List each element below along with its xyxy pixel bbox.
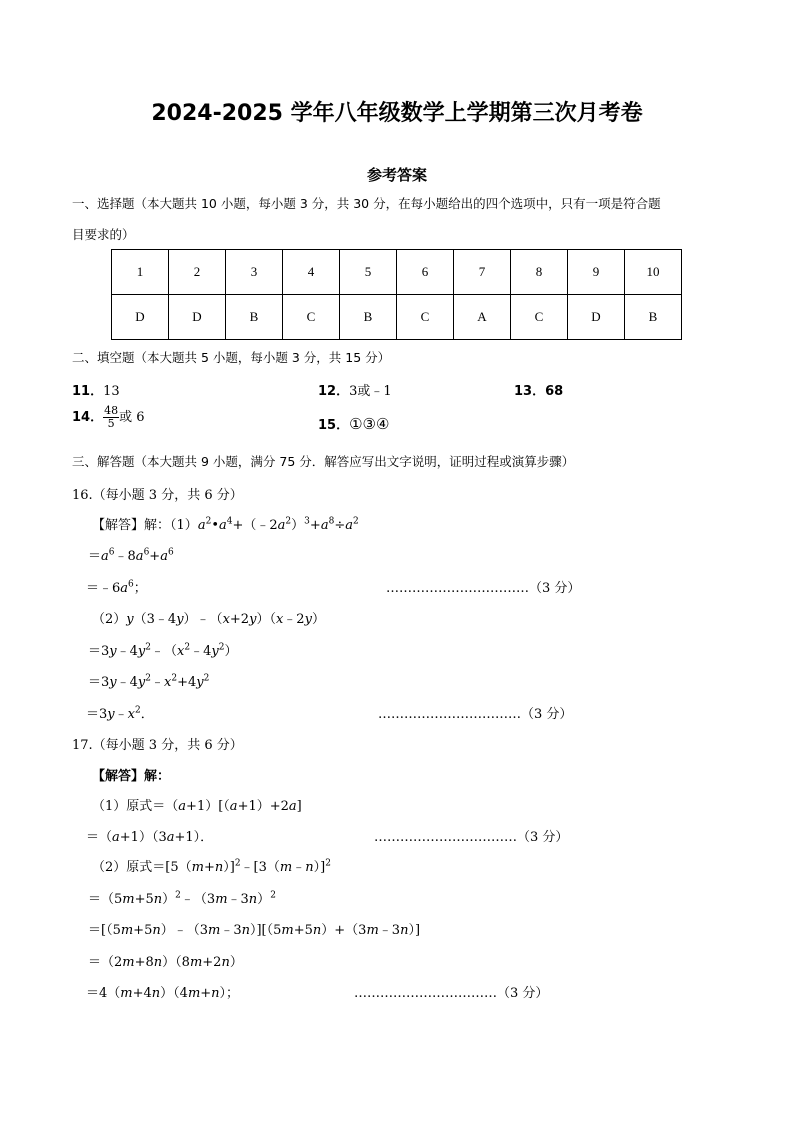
fill-answer-12 [318, 380, 392, 399]
table-cell-answer: C [283, 295, 340, 340]
fill-answer-15 [318, 414, 389, 433]
table-cell-answer: A [454, 295, 511, 340]
q16-solution-line-3: $=﹣6a^6$； [86, 579, 147, 596]
question-number: 15． [318, 418, 350, 433]
q17-solution-line-4: $=(5m+5n)^2﹣(3m﹣3n)^2$ [88, 890, 276, 907]
score-dots: …………………………… [386, 581, 529, 596]
answer-table-answer-row [112, 295, 682, 340]
q17-solution-line-7: ＝4（m+4n）（4m+n）； [86, 986, 240, 1001]
score-dots: …………………………… [374, 830, 517, 845]
question-number: 13． [514, 384, 546, 399]
table-cell-answer: D [169, 295, 226, 340]
answer-table-number-row [112, 250, 682, 295]
score-label: （3 分） [521, 707, 573, 722]
q16-solution-line-1: 【解答】解：$(1)a^2•a^4+(﹣2a^2)^3+a^8\div a^2$ [92, 516, 359, 533]
score-label: （3 分） [529, 581, 581, 596]
section3-heading: 三、解答题（本大题共 9 小题，满分 75 分．解答应写出文字说明，证明过程或演算步骤） [72, 454, 575, 469]
score-label: （3 分） [497, 986, 549, 1001]
section2-heading: 二、填空题（本大题共 5 小题，每小题 3 分，共 15 分） [72, 350, 391, 365]
score-label: （3 分） [517, 830, 569, 845]
table-cell-number: 3 [226, 250, 283, 295]
table-cell-number: 10 [625, 250, 682, 295]
answer-value: 13 [103, 384, 120, 399]
question-number: 12． [318, 384, 350, 399]
section1-heading-line1: 一、选择题（本大题共 10 小题，每小题 3 分，共 30 分，在每小题给出的四个选项中，只有一项是符合题 [72, 196, 661, 211]
q16-score-1 [386, 577, 580, 596]
fraction [103, 405, 119, 430]
q17-score-1 [374, 826, 568, 845]
q16-solution-line-7: $=3y﹣x^2$． [86, 705, 154, 722]
q17-solution-line-3: （2）原式$=[5(m+n)]^2﹣[3(m﹣n)]^2$ [92, 858, 331, 875]
score-dots: …………………………… [354, 986, 497, 1001]
q16-solution-line-2: $=a^6﹣8a^6+a^6$ [88, 547, 174, 564]
answer-value: 68 [545, 384, 564, 399]
answer-value: 3或﹣1 [349, 384, 392, 399]
table-cell-number: 2 [169, 250, 226, 295]
score-dots: …………………………… [378, 707, 521, 722]
answer-value: ①③④ [349, 415, 390, 433]
table-cell-answer: C [397, 295, 454, 340]
fraction-numerator: 48 [104, 404, 119, 417]
q16-solution-line-5: $=3y﹣4y^2﹣(x^2﹣4y^2)$ [88, 642, 238, 659]
fill-answer-11 [72, 380, 120, 399]
q17-heading: 17.（每小题 3 分，共 6 分） [72, 738, 243, 753]
table-cell-number: 1 [112, 250, 169, 295]
table-cell-number: 8 [511, 250, 568, 295]
document-title: 2024-2025 学年八年级数学上学期第三次月考卷 [151, 101, 643, 126]
table-cell-number: 5 [340, 250, 397, 295]
document-subtitle: 参考答案 [366, 166, 427, 184]
q16-score-2 [378, 703, 572, 722]
fill-answer-13 [514, 380, 563, 399]
q16-solution-line-6: $=3y﹣4y^2﹣x^2+4y^2$ [88, 673, 210, 690]
q16-solution-line-4: （2）y（3﹣4y）﹣（x+2y）（x﹣2y） [92, 612, 325, 627]
q17-solution-line-5: ＝[（5m+5n）﹣（3m﹣3n）][（5m+5n）+（3m﹣3n）] [88, 923, 421, 938]
q17-solution-line-1: （1）原式＝（a+1）[（a+1）+2a] [92, 799, 302, 814]
table-cell-number: 6 [397, 250, 454, 295]
table-cell-number: 4 [283, 250, 340, 295]
q17-solution-line-6: ＝（2m+8n）（8m+2n） [88, 955, 243, 970]
solve-label: 解： [144, 518, 171, 533]
fraction-denominator: 5 [107, 417, 115, 430]
question-number: 14． [72, 410, 104, 425]
answer-table [111, 249, 682, 340]
table-cell-number: 9 [568, 250, 625, 295]
section1-heading-line2: 目要求的） [72, 227, 135, 242]
answer-label: 【解答】 [92, 518, 145, 533]
table-cell-answer: D [568, 295, 625, 340]
fill-answer-14 [72, 405, 145, 430]
q16-heading: 16.（每小题 3 分，共 6 分） [72, 488, 243, 503]
q17-solution-line-2: ＝（a+1）（3a+1）． [86, 830, 214, 845]
table-cell-answer: B [226, 295, 283, 340]
q17-score-2 [354, 982, 548, 1001]
table-cell-answer: B [625, 295, 682, 340]
question-number: 11． [72, 384, 104, 399]
answer-value: 或 6 [119, 410, 145, 425]
table-cell-answer: B [340, 295, 397, 340]
solve-label: 解： [144, 769, 171, 784]
table-cell-number: 7 [454, 250, 511, 295]
q17-answer-label [92, 765, 170, 784]
answer-label: 【解答】 [92, 769, 145, 784]
table-cell-answer: D [112, 295, 169, 340]
table-cell-answer: C [511, 295, 568, 340]
